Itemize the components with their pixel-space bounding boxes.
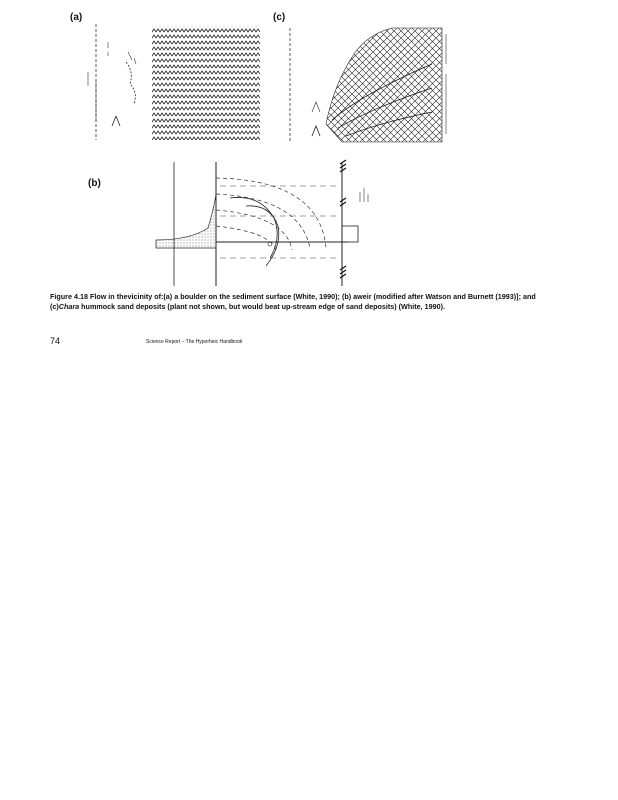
water-level-dashes [220,186,340,258]
caption-italic: Chara [58,302,80,311]
weir-box [342,226,358,242]
panel-c-diagram [282,24,452,150]
running-title: Science Report – The Hyporheic Handbook [146,339,243,345]
panel-c-label: (c) [273,12,286,23]
page-number: 74 [50,336,61,346]
panel-b-diagram [150,158,390,290]
panel-a-label: (a) [70,12,83,23]
equipotential-lines [230,197,279,266]
flow-arrow-icon [312,102,320,112]
panel-a-diagram [68,22,264,150]
flow-arrow-icon [312,126,320,136]
caption-text: Figure 4.18 Flow in thevicinity of:(a) a boulder on the sediment surface (White, 1990); (b) aweir (modified after Watson and Burnett (1993)]; and (c) [50,292,536,311]
panel-b-label: (b) [88,178,101,189]
boulder-outline [126,62,135,104]
sediment-wedge [156,194,216,248]
caption-text-end: hummock sand deposits (plant not shown, but would beat up-stream edge of sand deposits) (White, 1990). [79,302,445,311]
sediment-hatching [152,26,260,140]
wall-hatch [340,160,346,278]
flow-arrow-icon [112,116,120,126]
annotation-marks [88,42,136,86]
figure-caption [50,292,550,312]
annotation-marks [360,188,368,202]
